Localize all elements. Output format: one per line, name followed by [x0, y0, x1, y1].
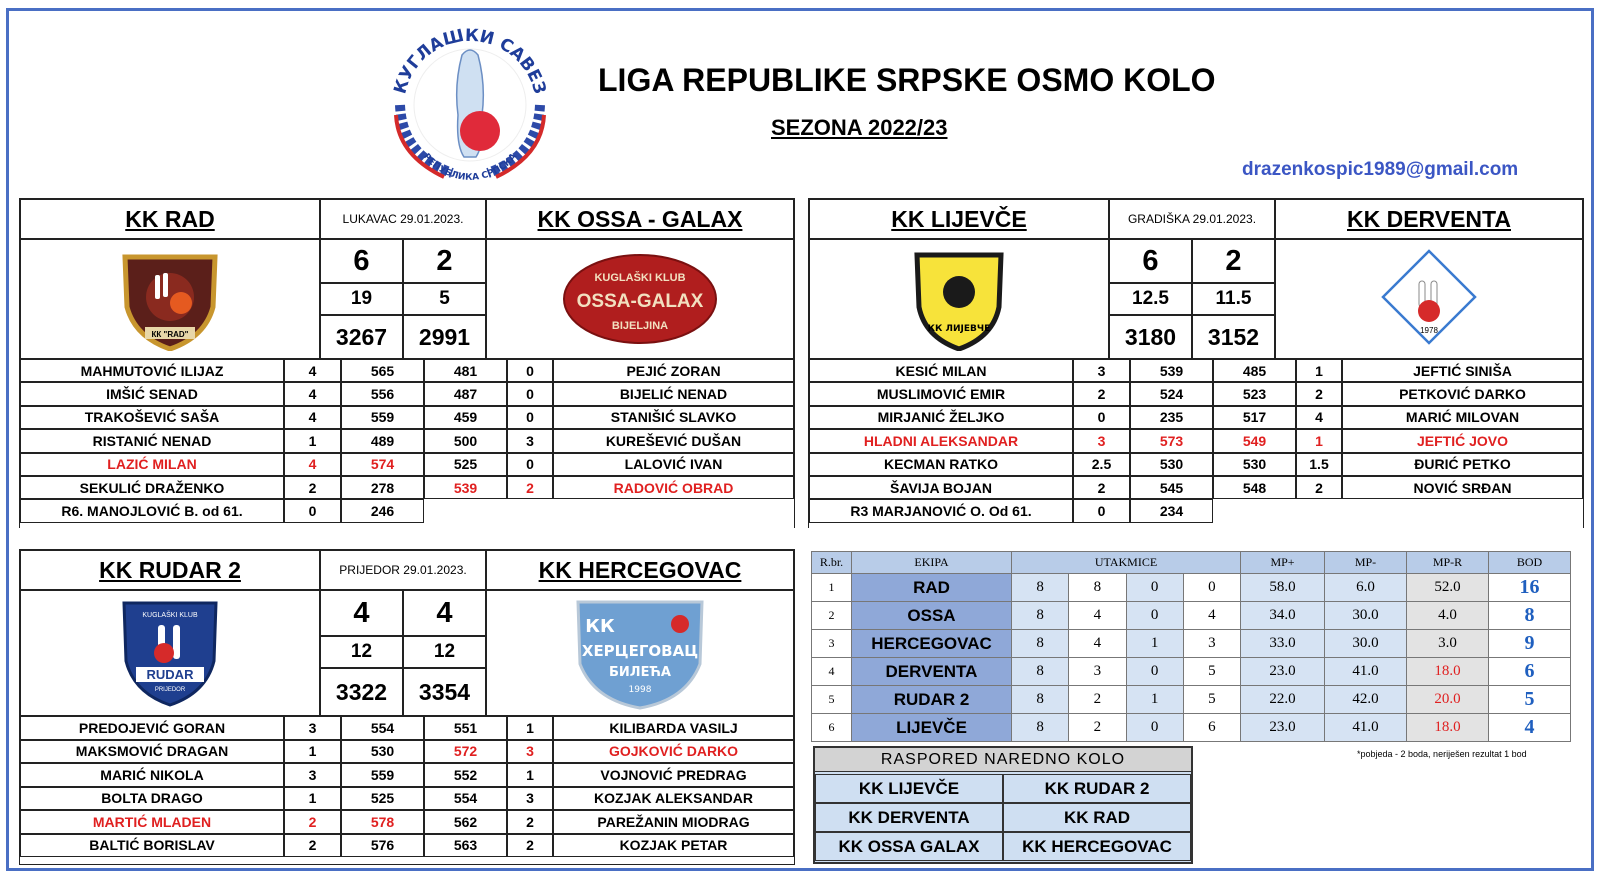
away-player-pins: 548 [1213, 476, 1296, 499]
header-mp-diff: MP-R [1407, 552, 1489, 574]
header-matches: UTAKMICE [1012, 552, 1241, 574]
home-player-pins: 539 [1130, 359, 1213, 382]
svg-text:БИЛЕЋА: БИЛЕЋА [609, 665, 671, 680]
away-player-name: JEFTIĆ SINIŠA [1342, 359, 1583, 382]
standings-mp-plus: 23.0 [1241, 714, 1325, 742]
home-player-sets: 1 [284, 429, 341, 452]
home-player-name: PREDOJEVIĆ GORAN [20, 716, 284, 740]
away-player-name: MARIĆ MILOVAN [1342, 406, 1583, 429]
home-match-points: 6 [1109, 239, 1192, 283]
standings-draws: 0 [1126, 602, 1183, 630]
home-team-logo [809, 239, 1109, 359]
away-set-points: 5 [403, 283, 486, 315]
svg-text:ХЕРЦЕГОВАЦ: ХЕРЦЕГОВАЦ [581, 642, 699, 660]
standings-draws: 0 [1126, 714, 1183, 742]
away-player-name: RADOVIĆ OBRAD [553, 476, 794, 499]
next-round-away: KK RUDAR 2 [1003, 774, 1191, 803]
substitute-name: R6. MANOJLOVIĆ B. od 61. [20, 499, 284, 522]
away-player-pins: 500 [424, 429, 507, 452]
away-player-name: JEFTIĆ JOVO [1342, 429, 1583, 452]
match-card-rudar-hercegovac [19, 549, 795, 865]
home-player-pins: 554 [341, 716, 424, 740]
home-player-name: MAKSMOVIĆ DRAGAN [20, 740, 284, 764]
season-label: SEZONA 2022/23 [771, 115, 948, 140]
home-player-sets: 1 [284, 740, 341, 764]
home-player-pins: 545 [1130, 476, 1213, 499]
standings-header [812, 552, 1571, 574]
standings-points: 6 [1489, 658, 1571, 686]
away-player-sets: 3 [507, 429, 553, 452]
away-player-sets: 0 [507, 406, 553, 429]
home-player-sets: 3 [284, 716, 341, 740]
home-team-name: KK RAD [20, 199, 320, 239]
match-venue-date: GRADIŠKA 29.01.2023. [1109, 199, 1275, 239]
standings-wins: 2 [1069, 714, 1126, 742]
header-points: BOD [1489, 552, 1571, 574]
home-player-name: IMŠIĆ SENAD [20, 382, 284, 405]
home-total-pins: 3180 [1109, 315, 1192, 359]
home-player-pins: 489 [341, 429, 424, 452]
away-team-logo [1275, 239, 1583, 359]
away-player-name: PEJIĆ ZORAN [553, 359, 794, 382]
standings-rank: 4 [812, 658, 852, 686]
home-player-pins: 565 [341, 359, 424, 382]
away-player-pins: 551 [424, 716, 507, 740]
home-player-name: BOLTA DRAGO [20, 787, 284, 811]
standings-points: 9 [1489, 630, 1571, 658]
away-team-name: KK OSSA - GALAX [486, 199, 794, 239]
standings-wins: 4 [1069, 602, 1126, 630]
substitute-pins: 234 [1130, 499, 1213, 522]
standings-table [811, 551, 1571, 742]
standings-draws: 1 [1126, 630, 1183, 658]
standings-played: 8 [1012, 658, 1069, 686]
home-player-sets: 3 [1073, 359, 1130, 382]
home-player-name: MUSLIMOVIĆ EMIR [809, 382, 1073, 405]
away-player-pins: 562 [424, 810, 507, 834]
away-player-name: KOZJAK PETAR [553, 834, 794, 858]
home-team-name: KK RUDAR 2 [20, 550, 320, 590]
standings-rank: 1 [812, 574, 852, 602]
away-player-name: KUREŠEVIĆ DUŠAN [553, 429, 794, 452]
home-player-name: HLADNI ALEKSANDAR [809, 429, 1073, 452]
away-set-points: 12 [403, 636, 486, 668]
away-set-points: 11.5 [1192, 283, 1275, 315]
standings-row [812, 686, 1571, 714]
away-player-sets: 2 [507, 810, 553, 834]
standings-played: 8 [1012, 574, 1069, 602]
standings-row [812, 714, 1571, 742]
home-set-points: 12 [320, 636, 403, 668]
away-player-name: PAREŽANIN MIODRAG [553, 810, 794, 834]
away-player-pins: 517 [1213, 406, 1296, 429]
kk-hercegovac-shield-icon [570, 594, 710, 712]
standings-mp-diff: 52.0 [1407, 574, 1489, 602]
match-card-lijevce-derventa [808, 198, 1584, 528]
standings-row [812, 602, 1571, 630]
home-player-pins: 574 [341, 453, 424, 476]
standings-team-name: OSSA [852, 602, 1012, 630]
away-team-name: KK HERCEGOVAC [486, 550, 794, 590]
federation-logo-subtext: РЕПУБЛИКА СРПСКА [420, 151, 520, 183]
away-player-sets: 0 [507, 359, 553, 382]
standings-team-name: RAD [852, 574, 1012, 602]
standings-mp-diff: 18.0 [1407, 658, 1489, 686]
header-mp-plus: MP+ [1241, 552, 1325, 574]
away-player-sets: 1 [507, 716, 553, 740]
home-set-points: 12.5 [1109, 283, 1192, 315]
standings-rank: 3 [812, 630, 852, 658]
svg-text:OSSA-GALAX: OSSA-GALAX [576, 291, 704, 312]
away-player-pins: 459 [424, 406, 507, 429]
away-player-name: ĐURIĆ PETKO [1342, 453, 1583, 476]
contact-email[interactable]: drazenkospic1989@gmail.com [1242, 159, 1519, 180]
svg-text:KUGLAŠKI KLUB: KUGLAŠKI KLUB [594, 272, 686, 284]
home-player-name: ŠAVIJA BOJAN [809, 476, 1073, 499]
standings-draws: 1 [1126, 686, 1183, 714]
standings-losses: 5 [1183, 658, 1240, 686]
next-round-away: KK RAD [1003, 803, 1191, 832]
away-player-pins: 481 [424, 359, 507, 382]
away-team-name: KK DERVENTA [1275, 199, 1583, 239]
kk-derventa-logo-icon [1379, 247, 1479, 351]
standings-team-name: DERVENTA [852, 658, 1012, 686]
away-player-sets: 2 [1296, 382, 1342, 405]
home-player-sets: 2 [1073, 476, 1130, 499]
home-player-sets: 4 [284, 359, 341, 382]
home-player-name: KECMAN RATKO [809, 453, 1073, 476]
away-player-name: GOJKOVIĆ DARKO [553, 740, 794, 764]
away-match-points: 2 [403, 239, 486, 283]
next-round-home: KK OSSA GALAX [815, 832, 1003, 861]
standings-rank: 5 [812, 686, 852, 714]
away-player-pins: 525 [424, 453, 507, 476]
home-player-pins: 573 [1130, 429, 1213, 452]
away-team-logo [486, 239, 794, 359]
standings-row [812, 574, 1571, 602]
standings-points: 16 [1489, 574, 1571, 602]
home-set-points: 19 [320, 283, 403, 315]
header-mp-minus: MP- [1325, 552, 1407, 574]
standings-mp-diff: 18.0 [1407, 714, 1489, 742]
standings-losses: 0 [1183, 574, 1240, 602]
federation-logo-text: КУГЛАШКИ САВЕЗ [390, 25, 550, 97]
home-player-sets: 4 [284, 382, 341, 405]
away-player-sets: 1 [507, 763, 553, 787]
standings-mp-diff: 20.0 [1407, 686, 1489, 714]
standings-mp-minus: 6.0 [1325, 574, 1407, 602]
home-player-sets: 2 [284, 834, 341, 858]
home-match-points: 4 [320, 590, 403, 636]
svg-text:KUGLAŠKI KLUB: KUGLAŠKI KLUB [142, 612, 198, 619]
standings-mp-minus: 41.0 [1325, 714, 1407, 742]
away-player-name: BIJELIĆ NENAD [553, 382, 794, 405]
away-player-pins: 572 [424, 740, 507, 764]
home-total-pins: 3322 [320, 668, 403, 716]
away-player-name: VOJNOVIĆ PREDRAG [553, 763, 794, 787]
next-round-title: RASPORED NAREDNO KOLO [815, 748, 1191, 772]
home-player-sets: 3 [1073, 429, 1130, 452]
away-player-sets: 1.5 [1296, 453, 1342, 476]
standings-mp-minus: 30.0 [1325, 630, 1407, 658]
svg-text:1998: 1998 [628, 685, 652, 695]
svg-text:КК: КК [585, 616, 615, 637]
standings-played: 8 [1012, 602, 1069, 630]
standings-played: 8 [1012, 630, 1069, 658]
away-total-pins: 3152 [1192, 315, 1275, 359]
home-player-pins: 578 [341, 810, 424, 834]
home-player-pins: 235 [1130, 406, 1213, 429]
ossa-galax-logo-icon [560, 251, 720, 347]
away-player-pins: 523 [1213, 382, 1296, 405]
match-venue-date: PRIJEDOR 29.01.2023. [320, 550, 486, 590]
standings-wins: 4 [1069, 630, 1126, 658]
away-player-sets: 2 [507, 476, 553, 499]
away-player-name: KILIBARDA VASILJ [553, 716, 794, 740]
away-match-points: 2 [1192, 239, 1275, 283]
svg-text:BIJELJINA: BIJELJINA [611, 320, 669, 332]
substitute-name: R3 MARJANOVIĆ O. Od 61. [809, 499, 1073, 522]
home-match-points: 6 [320, 239, 403, 283]
home-player-sets: 3 [284, 763, 341, 787]
home-team-logo [20, 590, 320, 716]
standings-wins: 8 [1069, 574, 1126, 602]
header-rank: R.br. [812, 552, 852, 574]
federation-logo [382, 15, 558, 185]
page-title: LIGA REPUBLIKE SRPSKE OSMO KOLO [598, 62, 1216, 98]
standings-mp-plus: 58.0 [1241, 574, 1325, 602]
home-player-name: MARIĆ NIKOLA [20, 763, 284, 787]
home-player-sets: 1 [284, 787, 341, 811]
away-player-pins: 554 [424, 787, 507, 811]
home-player-pins: 278 [341, 476, 424, 499]
away-player-name: LALOVIĆ IVAN [553, 453, 794, 476]
home-logo-text: КК "RAD" [151, 330, 189, 339]
svg-text:1978: 1978 [1420, 326, 1438, 335]
kk-lijevce-shield-icon [909, 247, 1009, 351]
away-player-sets: 3 [507, 740, 553, 764]
home-team-name: KK LIJEVČE [809, 199, 1109, 239]
standings-played: 8 [1012, 714, 1069, 742]
standings-mp-minus: 42.0 [1325, 686, 1407, 714]
home-team-logo [20, 239, 320, 359]
home-player-name: MIRJANIĆ ŽELJKO [809, 406, 1073, 429]
away-player-pins: 549 [1213, 429, 1296, 452]
home-player-pins: 576 [341, 834, 424, 858]
away-player-sets: 4 [1296, 406, 1342, 429]
match-card-rad-ossa [19, 198, 795, 528]
svg-text:PRIJEDOR: PRIJEDOR [154, 687, 186, 693]
away-player-pins: 530 [1213, 453, 1296, 476]
home-player-sets: 2 [1073, 382, 1130, 405]
home-player-sets: 4 [284, 406, 341, 429]
substitute-sets: 0 [1073, 499, 1130, 522]
home-player-pins: 524 [1130, 382, 1213, 405]
scoring-note: *pobjeda - 2 boda, neriješen rezultat 1 bod [1357, 749, 1527, 759]
standings-row [812, 658, 1571, 686]
home-player-sets: 4 [284, 453, 341, 476]
standings-points: 8 [1489, 602, 1571, 630]
standings-mp-diff: 3.0 [1407, 630, 1489, 658]
svg-text:RUDAR: RUDAR [146, 667, 194, 682]
home-player-name: MARTIĆ MLADEN [20, 810, 284, 834]
standings-mp-plus: 33.0 [1241, 630, 1325, 658]
standings-rank: 2 [812, 602, 852, 630]
standings-mp-minus: 41.0 [1325, 658, 1407, 686]
home-player-name: RISTANIĆ NENAD [20, 429, 284, 452]
substitute-sets: 0 [284, 499, 341, 522]
away-player-pins: 552 [424, 763, 507, 787]
standings-losses: 4 [1183, 602, 1240, 630]
home-player-name: LAZIĆ MILAN [20, 453, 284, 476]
standings-mp-plus: 23.0 [1241, 658, 1325, 686]
standings-mp-minus: 30.0 [1325, 602, 1407, 630]
substitute-pins: 246 [341, 499, 424, 522]
standings-mp-plus: 22.0 [1241, 686, 1325, 714]
home-player-pins: 556 [341, 382, 424, 405]
kk-rudar-shield-icon [118, 597, 222, 709]
standings-points: 4 [1489, 714, 1571, 742]
away-player-pins: 485 [1213, 359, 1296, 382]
standings-losses: 6 [1183, 714, 1240, 742]
home-player-name: KESIĆ MILAN [809, 359, 1073, 382]
home-total-pins: 3267 [320, 315, 403, 359]
standings-mp-plus: 34.0 [1241, 602, 1325, 630]
home-player-pins: 525 [341, 787, 424, 811]
away-team-logo [486, 590, 794, 716]
away-player-name: PETKOVIĆ DARKO [1342, 382, 1583, 405]
standings-mp-diff: 4.0 [1407, 602, 1489, 630]
standings-wins: 3 [1069, 658, 1126, 686]
away-player-sets: 2 [1296, 476, 1342, 499]
away-player-pins: 563 [424, 834, 507, 858]
away-player-sets: 2 [507, 834, 553, 858]
away-player-pins: 539 [424, 476, 507, 499]
standings-rank: 6 [812, 714, 852, 742]
away-player-sets: 3 [507, 787, 553, 811]
away-player-sets: 1 [1296, 359, 1342, 382]
away-player-sets: 0 [507, 382, 553, 405]
home-player-name: MAHMUTOVIĆ ILIJAZ [20, 359, 284, 382]
next-round-home: KK LIJEVČE [815, 774, 1003, 803]
home-player-sets: 0 [1073, 406, 1130, 429]
next-round-box [813, 746, 1193, 864]
home-player-pins: 530 [1130, 453, 1213, 476]
standings-wins: 2 [1069, 686, 1126, 714]
home-player-name: SEKULIĆ DRAŽENKO [20, 476, 284, 499]
standings-draws: 0 [1126, 574, 1183, 602]
away-match-points: 4 [403, 590, 486, 636]
next-round-away: KK HERCEGOVAC [1003, 832, 1191, 861]
match-venue-date: LUKAVAC 29.01.2023. [320, 199, 486, 239]
home-player-pins: 530 [341, 740, 424, 764]
away-player-name: NOVIĆ SRĐAN [1342, 476, 1583, 499]
away-total-pins: 3354 [403, 668, 486, 716]
away-player-sets: 0 [507, 453, 553, 476]
next-round-home: KK DERVENTA [815, 803, 1003, 832]
home-player-name: BALTIĆ BORISLAV [20, 834, 284, 858]
standings-losses: 5 [1183, 686, 1240, 714]
standings-draws: 0 [1126, 658, 1183, 686]
standings-points: 5 [1489, 686, 1571, 714]
away-player-name: KOZJAK ALEKSANDAR [553, 787, 794, 811]
home-player-sets: 2 [284, 476, 341, 499]
home-player-sets: 2.5 [1073, 453, 1130, 476]
home-player-pins: 559 [341, 406, 424, 429]
home-player-sets: 2 [284, 810, 341, 834]
standings-row [812, 630, 1571, 658]
home-player-name: TRAKOŠEVIĆ SAŠA [20, 406, 284, 429]
standings-losses: 3 [1183, 630, 1240, 658]
standings-team-name: LIJEVČE [852, 714, 1012, 742]
away-total-pins: 2991 [403, 315, 486, 359]
away-player-name: STANIŠIĆ SLAVKO [553, 406, 794, 429]
away-player-pins: 487 [424, 382, 507, 405]
standings-team-name: HERCEGOVAC [852, 630, 1012, 658]
standings-played: 8 [1012, 686, 1069, 714]
away-player-sets: 1 [1296, 429, 1342, 452]
standings-team-name: RUDAR 2 [852, 686, 1012, 714]
header-team: EKIPA [852, 552, 1012, 574]
home-logo-text: КК ЛИЈЕВЧЕ [927, 324, 991, 334]
kk-rad-shield-icon [115, 247, 225, 351]
home-player-pins: 559 [341, 763, 424, 787]
